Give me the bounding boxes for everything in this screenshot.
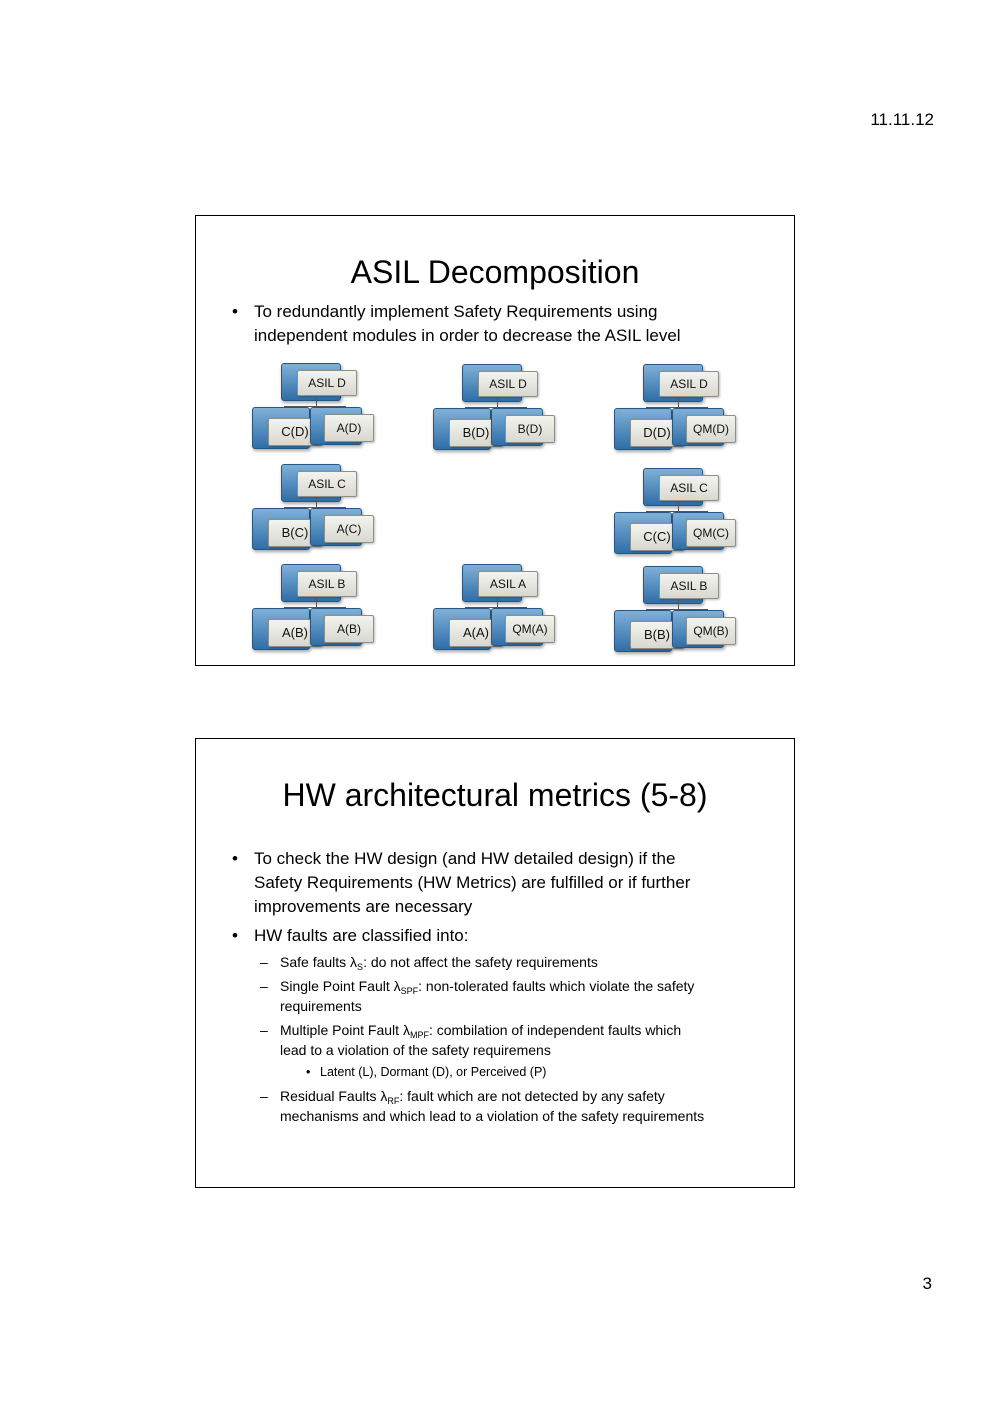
tree-root-label: ASIL B — [297, 571, 357, 597]
decomposition-tree — [252, 464, 382, 550]
text: Single Point Fault λ — [280, 978, 401, 994]
bullet-line: Safety Requirements (HW Metrics) are fulfilled or if further — [254, 873, 691, 892]
tree-left-label: B(D) — [449, 419, 503, 447]
slide-asil-decomposition — [195, 215, 795, 666]
tree-left-label: A(B) — [268, 619, 322, 647]
text: Latent (L), Dormant (D), or Perceived (P) — [320, 1065, 547, 1079]
bullet-hw-faults — [232, 924, 772, 948]
tree-root-label: ASIL C — [297, 471, 357, 497]
tree-left-label: D(D) — [630, 419, 684, 447]
tree-root-label: ASIL C — [659, 475, 719, 501]
bullet-line: independent modules in order to decrease the ASIL level — [254, 326, 681, 345]
text: : combilation of independent faults which — [428, 1022, 682, 1038]
tree-right-label: QM(D) — [686, 415, 736, 443]
decomposition-tree — [614, 364, 744, 450]
page-date: 11.11.12 — [870, 110, 934, 129]
tree-right-label: QM(C) — [686, 519, 736, 547]
dash-marker: – — [260, 954, 268, 970]
tree-right-label: QM(A) — [505, 615, 555, 643]
tree-left-label: B(C) — [268, 519, 322, 547]
text: : non-tolerated faults which violate the safety — [418, 978, 695, 994]
sub-sub-bullet-latent — [306, 1063, 706, 1081]
text: requirements — [280, 998, 362, 1014]
tree-left-label: C(D) — [268, 418, 322, 446]
dash-marker: – — [260, 1022, 268, 1038]
tree-right-label: A(B) — [324, 615, 374, 643]
text: : do not affect the safety requirements — [363, 954, 598, 970]
bullet-check-design — [232, 847, 772, 921]
text: mechanisms and which lead to a violation of the safety requirements — [280, 1108, 705, 1124]
bullet-marker: • — [232, 302, 238, 321]
decomposition-tree — [433, 364, 563, 450]
tree-right-label: B(D) — [505, 415, 555, 443]
decomposition-tree — [614, 468, 744, 554]
bullet-marker: • — [232, 926, 238, 945]
tree-left-label: A(A) — [449, 619, 503, 647]
subscript: MPF — [409, 1030, 429, 1040]
text: Multiple Point Fault λ — [280, 1022, 410, 1038]
decomposition-tree — [252, 564, 382, 650]
bullet-line: HW faults are classified into: — [254, 926, 469, 945]
slide-hw-metrics — [195, 738, 795, 1188]
sub-bullet-multiple-point-fault — [260, 1020, 750, 1060]
dash-marker: – — [260, 978, 268, 994]
tree-right-label: QM(B) — [686, 617, 736, 645]
tree-root-label: ASIL D — [478, 371, 538, 397]
bullet-line: To redundantly implement Safety Requirements using — [254, 302, 658, 321]
sub-bullet-safe-faults — [260, 952, 750, 972]
sub-bullet-residual-faults — [260, 1086, 780, 1126]
subscript: SPF — [400, 986, 419, 996]
text: Safe faults λ — [280, 954, 358, 970]
sub-bullet-single-point-fault — [260, 976, 750, 1016]
tree-root-label: ASIL B — [659, 573, 719, 599]
tree-right-label: A(C) — [324, 515, 374, 543]
decomposition-tree — [433, 564, 563, 650]
decomposition-tree — [614, 566, 744, 652]
subscript: RF — [387, 1096, 400, 1106]
bullet-line: improvements are necessary — [254, 897, 473, 916]
text: lead to a violation of the safety requiremens — [280, 1042, 551, 1058]
slide-title: HW architectural metrics (5-8) — [282, 777, 708, 813]
text: Residual Faults λ — [280, 1088, 388, 1104]
decomposition-tree — [252, 363, 382, 449]
slide-title: ASIL Decomposition — [350, 254, 640, 290]
tree-left-label: B(B) — [630, 621, 684, 649]
text: : fault which are not detected by any safety — [399, 1088, 665, 1104]
tree-right-label: A(D) — [324, 414, 374, 442]
bullet-marker: • — [306, 1065, 311, 1079]
bullet-marker: • — [232, 849, 238, 868]
tree-root-label: ASIL D — [659, 371, 719, 397]
bullet-redundant — [232, 300, 772, 348]
tree-left-label: C(C) — [630, 523, 684, 551]
page-number: 3 — [922, 1274, 932, 1293]
dash-marker: – — [260, 1088, 268, 1104]
tree-root-label: ASIL D — [297, 370, 357, 396]
subscript: S — [357, 962, 364, 972]
bullet-line: To check the HW design (and HW detailed design) if the — [254, 849, 676, 868]
tree-root-label: ASIL A — [478, 571, 538, 597]
